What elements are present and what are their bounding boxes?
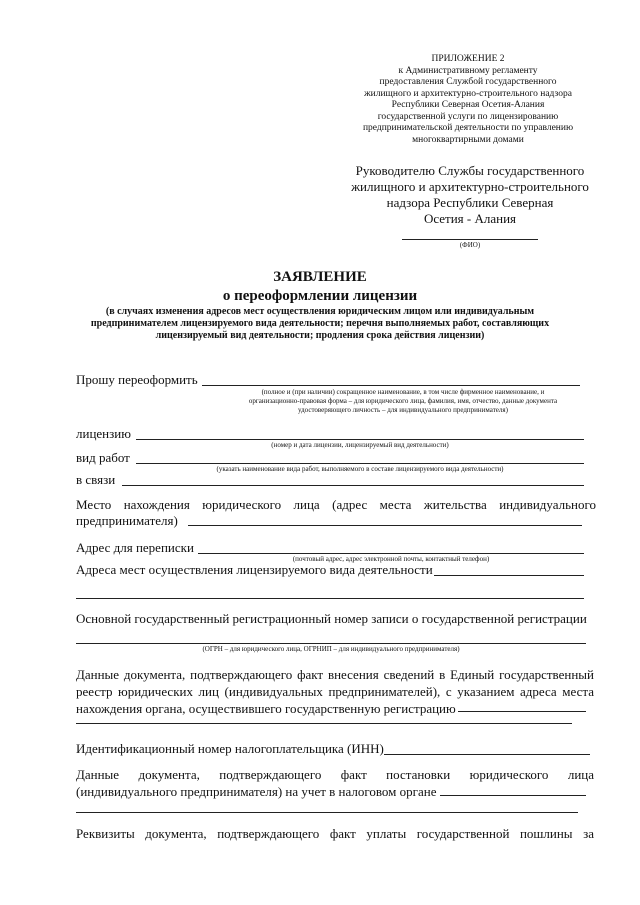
places-field-2[interactable]	[76, 598, 584, 599]
appendix-line: ПРИЛОЖЕНИЕ 2	[431, 54, 505, 64]
inn-label: Идентификационный номер налогоплательщика (ИНН)	[76, 741, 384, 756]
tax-field[interactable]	[440, 795, 586, 796]
reason-label: в связи	[76, 472, 116, 487]
works-field[interactable]	[136, 463, 584, 464]
request-caption-line: (полное и (при наличии) сокращенное наименование, в том числе фирменное наименование, и	[261, 388, 545, 396]
document-title: ЗАЯВЛЕНИЕ	[273, 269, 367, 285]
places-label: Адреса мест осуществления лицензируемого вида деятельности	[76, 562, 433, 577]
fio-field[interactable]	[402, 239, 538, 240]
request-field[interactable]	[202, 385, 580, 386]
request-label: Прошу переоформить	[76, 372, 198, 387]
mail-label: Адрес для переписки	[76, 540, 194, 555]
appendix-line: жилищного и архитектурно-строительного надзора	[364, 88, 572, 99]
subtitle-note	[40, 306, 600, 342]
addressee-line: Осетия - Алания	[423, 211, 517, 226]
appendix-line: предоставления Службой государственного	[379, 77, 557, 87]
addressee-block	[338, 163, 602, 227]
subtitle-note-line: (в случаях изменения адресов мест осуществления юридическим лицом или индивидуальным	[105, 306, 535, 317]
appendix-line: государственной услуги по лицензированию	[377, 111, 559, 122]
location-field[interactable]	[188, 525, 582, 526]
ogrn-caption: (ОГРН – для юридического лица, ОГРНИП – для индивидуального предпринимателя)	[202, 645, 460, 653]
subtitle-note-line: предпринимателем лицензируемого вида деятельности; перечня выполняемых работ, составляющих	[90, 318, 550, 329]
appendix-line: предпринимательской деятельности по управлению	[362, 123, 574, 133]
inn-field[interactable]	[384, 754, 590, 755]
egrul-text: Данные документа, подтверждающего факт внесения сведений в Единый государственный реестр юридических лиц (индивидуальных предпринимателей), с указанием адреса места нахождения органа, осуществившего государственную регистрацию	[76, 667, 594, 716]
works-caption: (указать наименование вида работ, выполняемого в составе лицензируемого вида деятельности)	[216, 465, 504, 473]
mail-field[interactable]	[198, 553, 584, 554]
request-caption-line: организационно-правовая форма – для юридического лица, фамилия, имя, отчество, данные документа	[248, 397, 558, 405]
license-field[interactable]	[136, 439, 584, 440]
license-caption: (номер и дата лицензии, лицензируемый вид деятельности)	[271, 441, 449, 449]
tax-text: Данные документа, подтверждающего факт постановки юридического лица (индивидуального предпринимателя) на учет в налоговом органе	[76, 767, 594, 799]
document-subtitle: о переоформлении лицензии	[222, 288, 418, 304]
appendix-line: Республики Северная Осетия-Алания	[391, 100, 545, 110]
mail-caption: (почтовый адрес, адрес электронной почты, контактный телефон)	[292, 555, 490, 563]
request-caption-line: удостоверяющего личность – для индивидуального предпринимателя)	[298, 406, 508, 414]
tax-field-2[interactable]	[76, 812, 578, 813]
appendix-line: к Административному регламенту	[398, 65, 538, 76]
ogrn-label: Основной государственный регистрационный номер записи о государственной регистрации	[76, 611, 587, 626]
fee-text: Реквизиты документа, подтверждающего факт уплаты государственной пошлины за	[76, 826, 594, 841]
addressee-line: Руководителю Службы государственного	[355, 163, 585, 178]
works-label: вид работ	[76, 450, 130, 465]
license-label: лицензию	[76, 426, 131, 441]
appendix-line: многоквартирными домами	[412, 134, 524, 145]
appendix-block	[338, 54, 598, 146]
fio-caption: (ФИО)	[459, 241, 481, 249]
location-text: Место нахождения юридического лица (адрес места жительства индивидуального предпринимателя)	[76, 497, 596, 528]
places-field[interactable]	[434, 575, 584, 576]
reason-field[interactable]	[122, 485, 584, 486]
request-caption	[218, 388, 588, 415]
egrul-field-2[interactable]	[76, 723, 572, 724]
ogrn-field[interactable]	[76, 643, 586, 644]
subtitle-note-line: лицензируемый вид деятельности; продления срока действия лицензии)	[155, 330, 485, 341]
egrul-field[interactable]	[458, 711, 586, 712]
addressee-line: жилищного и архитектурно-строительного	[351, 179, 589, 194]
addressee-line: надзора Республики Северная	[386, 195, 554, 210]
